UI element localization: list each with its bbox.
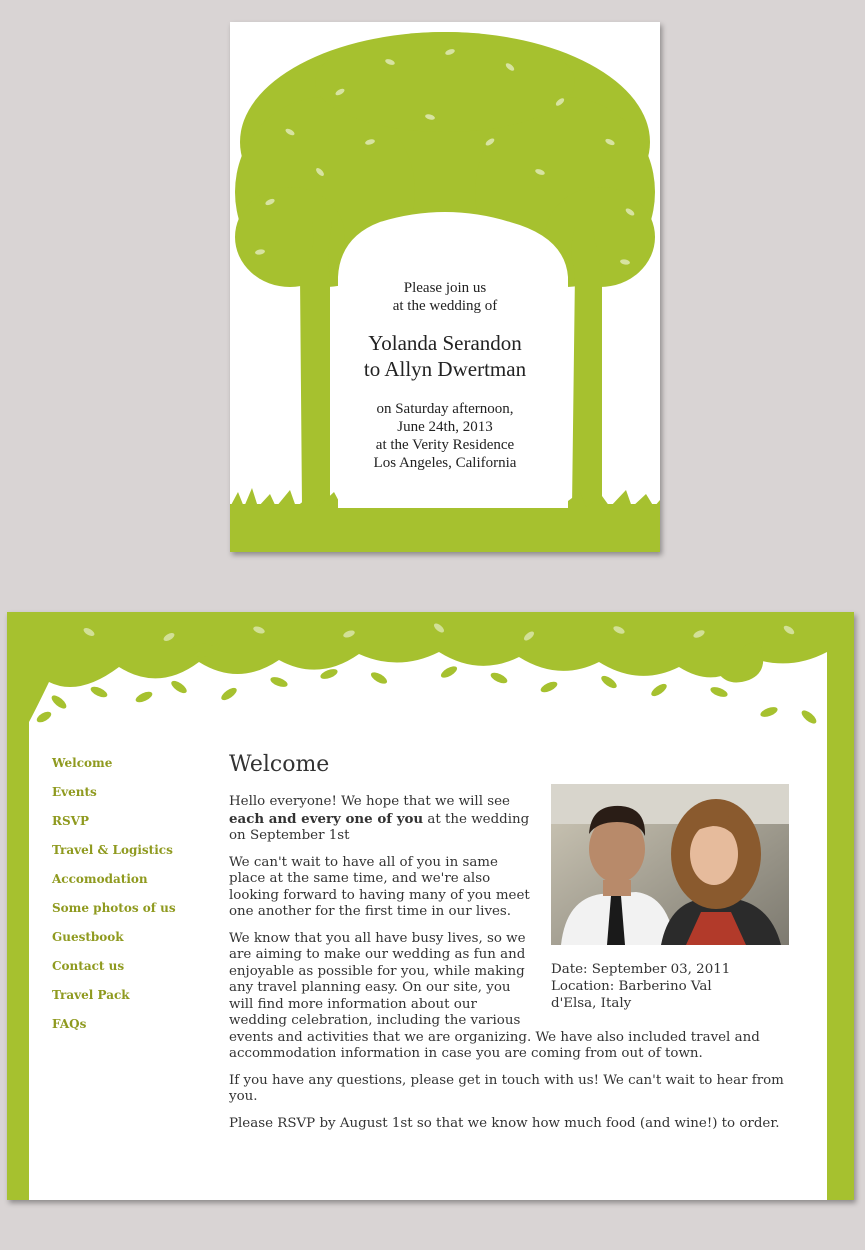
couple-photo-block <box>551 784 789 1012</box>
website-preview <box>7 612 854 1200</box>
nav-item-rsvp[interactable]: RSVP <box>52 814 89 828</box>
photo-date: Date: September 03, 2011 <box>551 962 731 977</box>
page-title: Welcome <box>229 752 330 777</box>
couple-photo <box>551 784 789 945</box>
invitation-card <box>230 22 660 552</box>
welcome-paragraph: Please RSVP by August 1st so that we know how much food (and wine!) to order. <box>229 1115 780 1131</box>
nav-item-faqs[interactable]: FAQs <box>52 1017 87 1031</box>
welcome-paragraph: If you have any questions, please get in touch with us! We can't wait to hear from you. <box>229 1072 784 1104</box>
event-details <box>330 400 560 472</box>
nav-item-travel-pack[interactable]: Travel Pack <box>52 988 130 1002</box>
nav-item-travel-logistics[interactable]: Travel & Logistics <box>52 843 173 857</box>
paragraph-text: Hello everyone! We hope that we will see <box>229 794 510 809</box>
paragraph-emphasis: each and every one of you <box>229 810 424 827</box>
photo-caption <box>551 961 736 1012</box>
detail-line: at the Verity Residence <box>375 437 515 453</box>
nav-item-guestbook[interactable]: Guestbook <box>52 930 124 944</box>
detail-line: June 24th, 2013 <box>397 419 493 435</box>
site-nav <box>52 753 176 1043</box>
bride-name: Yolanda Serandon <box>368 331 522 355</box>
nav-item-contact[interactable]: Contact us <box>52 959 125 973</box>
welcome-content <box>229 794 789 1142</box>
intro-line: at the wedding of <box>392 298 498 314</box>
detail-line: on Saturday afternoon, <box>376 401 514 417</box>
groom-name: to Allyn Dwertman <box>363 357 527 381</box>
nav-item-welcome[interactable]: Welcome <box>52 756 113 770</box>
invitation-intro <box>330 279 560 315</box>
couple-names <box>330 330 560 382</box>
foliage-banner <box>29 612 827 732</box>
website-content-area <box>29 612 827 1200</box>
nav-item-photos[interactable]: Some photos of us <box>52 901 176 915</box>
detail-line: Los Angeles, California <box>373 455 517 471</box>
welcome-paragraph: We can't wait to have all of you in same place at the same time, and we're also looking forward to having many of you meet one another for the first time in our lives. <box>229 854 530 919</box>
welcome-paragraph: We know that you all have busy lives, so we are aiming to make our wedding as fun and enjoyable as possible for you, while making any travel planning easy. On our site, you will find more information about our wedding celebration, including the various events and activities that we are organizing. We have also included travel and accommodation information in case you are coming from out of town. <box>229 930 760 1061</box>
paragraph-text: at the wedding on September 1st <box>229 811 530 843</box>
nav-item-events[interactable]: Events <box>52 785 97 799</box>
photo-location: Location: Barberino Val d'Elsa, Italy <box>551 979 712 1011</box>
intro-line: Please join us <box>403 280 487 296</box>
nav-item-accomodation[interactable]: Accomodation <box>52 872 148 886</box>
